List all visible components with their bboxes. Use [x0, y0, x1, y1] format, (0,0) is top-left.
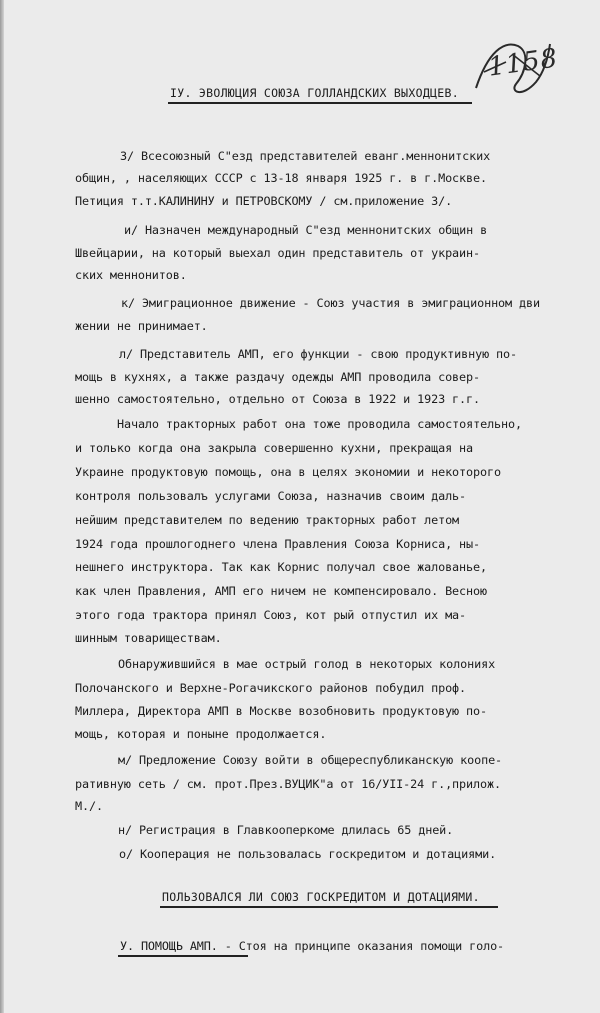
- text-line: как член Правления, АМП его ничем не компенсировало. Весною: [75, 584, 487, 598]
- text-line: м/ Предложение Союзу войти в общереспубликанскую коопе-: [118, 753, 503, 767]
- text-line: и только когда она закрыла совершенно кухни, прекращая на: [75, 441, 473, 455]
- text-line: Начало тракторных работ она тоже проводила самостоятельно,: [117, 417, 522, 431]
- text-line: мощь, которая и поныне продолжается.: [75, 727, 327, 741]
- text-line: и/ Назначен международный С"езд меннонитских общин в: [124, 223, 488, 237]
- text-line: нешнего инструктора. Так как Корнис получал свое жалованье,: [75, 560, 487, 574]
- text-line: Обнаружившийся в мае острый голод в некоторых колониях: [118, 657, 496, 671]
- text-line: к/ Эмиграционное движение - Союз участия в эмиграционном дви: [121, 296, 540, 310]
- page-number-mark: 1158: [486, 43, 560, 83]
- text-line: Петиция т.т.КАЛИНИНУ и ПЕТРОВСКОМУ / см.приложение З/.: [75, 194, 453, 208]
- text-line: контроля пользовалъ услугами Союза, назначив своим даль-: [75, 489, 467, 503]
- text-line: ративную сеть / см. прот.През.ВУЦИК"а от 16/УII-24 г.,прилож.: [75, 777, 501, 791]
- text-line: Украине продуктовую помощь, она в целях экономии и некоторого: [75, 465, 501, 479]
- subheading-underline: [160, 906, 498, 908]
- text-line: З/ Всесоюзный С"езд представителей еванг.меннонитских: [120, 149, 491, 163]
- text-line: Миллера, Директора АМП в Москве возобновить продуктовую по-: [75, 704, 487, 718]
- text-line: нейшим представителем по ведению тракторных работ летом: [75, 513, 460, 527]
- text-line: общин, , населяющих СССР с 13-18 января 1925 г. в г.Москве.: [75, 171, 487, 185]
- text-line: Швейцарии, на который выехал один представитель от украин-: [75, 246, 480, 260]
- text-line: М./.: [75, 799, 103, 813]
- section-v-underline: [118, 955, 248, 957]
- text-line: У. ПОМОЩЬ АМП. - Стоя на принципе оказания помощи голо-: [120, 939, 505, 953]
- text-line: мощь в кухнях, а также раздачу одежды АМП проводила совер-: [75, 370, 480, 384]
- text-line: л/ Представитель АМП, его функции - свою продуктивную по-: [119, 347, 517, 361]
- section-heading: IУ. ЭВОЛЮЦИЯ СОЮЗА ГОЛЛАНДСКИХ ВЫХОДЦЕВ.: [170, 86, 459, 100]
- text-line: Полочанского и Верхне-Рогачикского районов побудил проф.: [75, 681, 467, 695]
- text-line: жении не принимает.: [75, 319, 208, 333]
- text-line: шинным товариществам.: [75, 631, 222, 645]
- text-line: н/ Регистрация в Главкооперкоме длилась 65 дней.: [118, 823, 454, 837]
- text-line: шенно самостоятельно, отдельно от Союза в 1922 и 1923 г.г.: [75, 392, 480, 406]
- heading-underline: [168, 102, 472, 104]
- text-line: 1924 года прошлогоднего члена Правления Союза Корниса, ны-: [75, 537, 480, 551]
- text-line: о/ Кооперация не пользовалась госкредитом и дотациями.: [119, 847, 497, 861]
- text-line: ских меннонитов.: [75, 268, 187, 282]
- subheading: ПОЛЬЗОВАЛСЯ ЛИ СОЮЗ ГОСКРЕДИТОМ И ДОТАЦИЯМИ.: [162, 890, 480, 904]
- text-line: этого года трактора принял Союз, кот рый отпустил их ма-: [75, 608, 467, 622]
